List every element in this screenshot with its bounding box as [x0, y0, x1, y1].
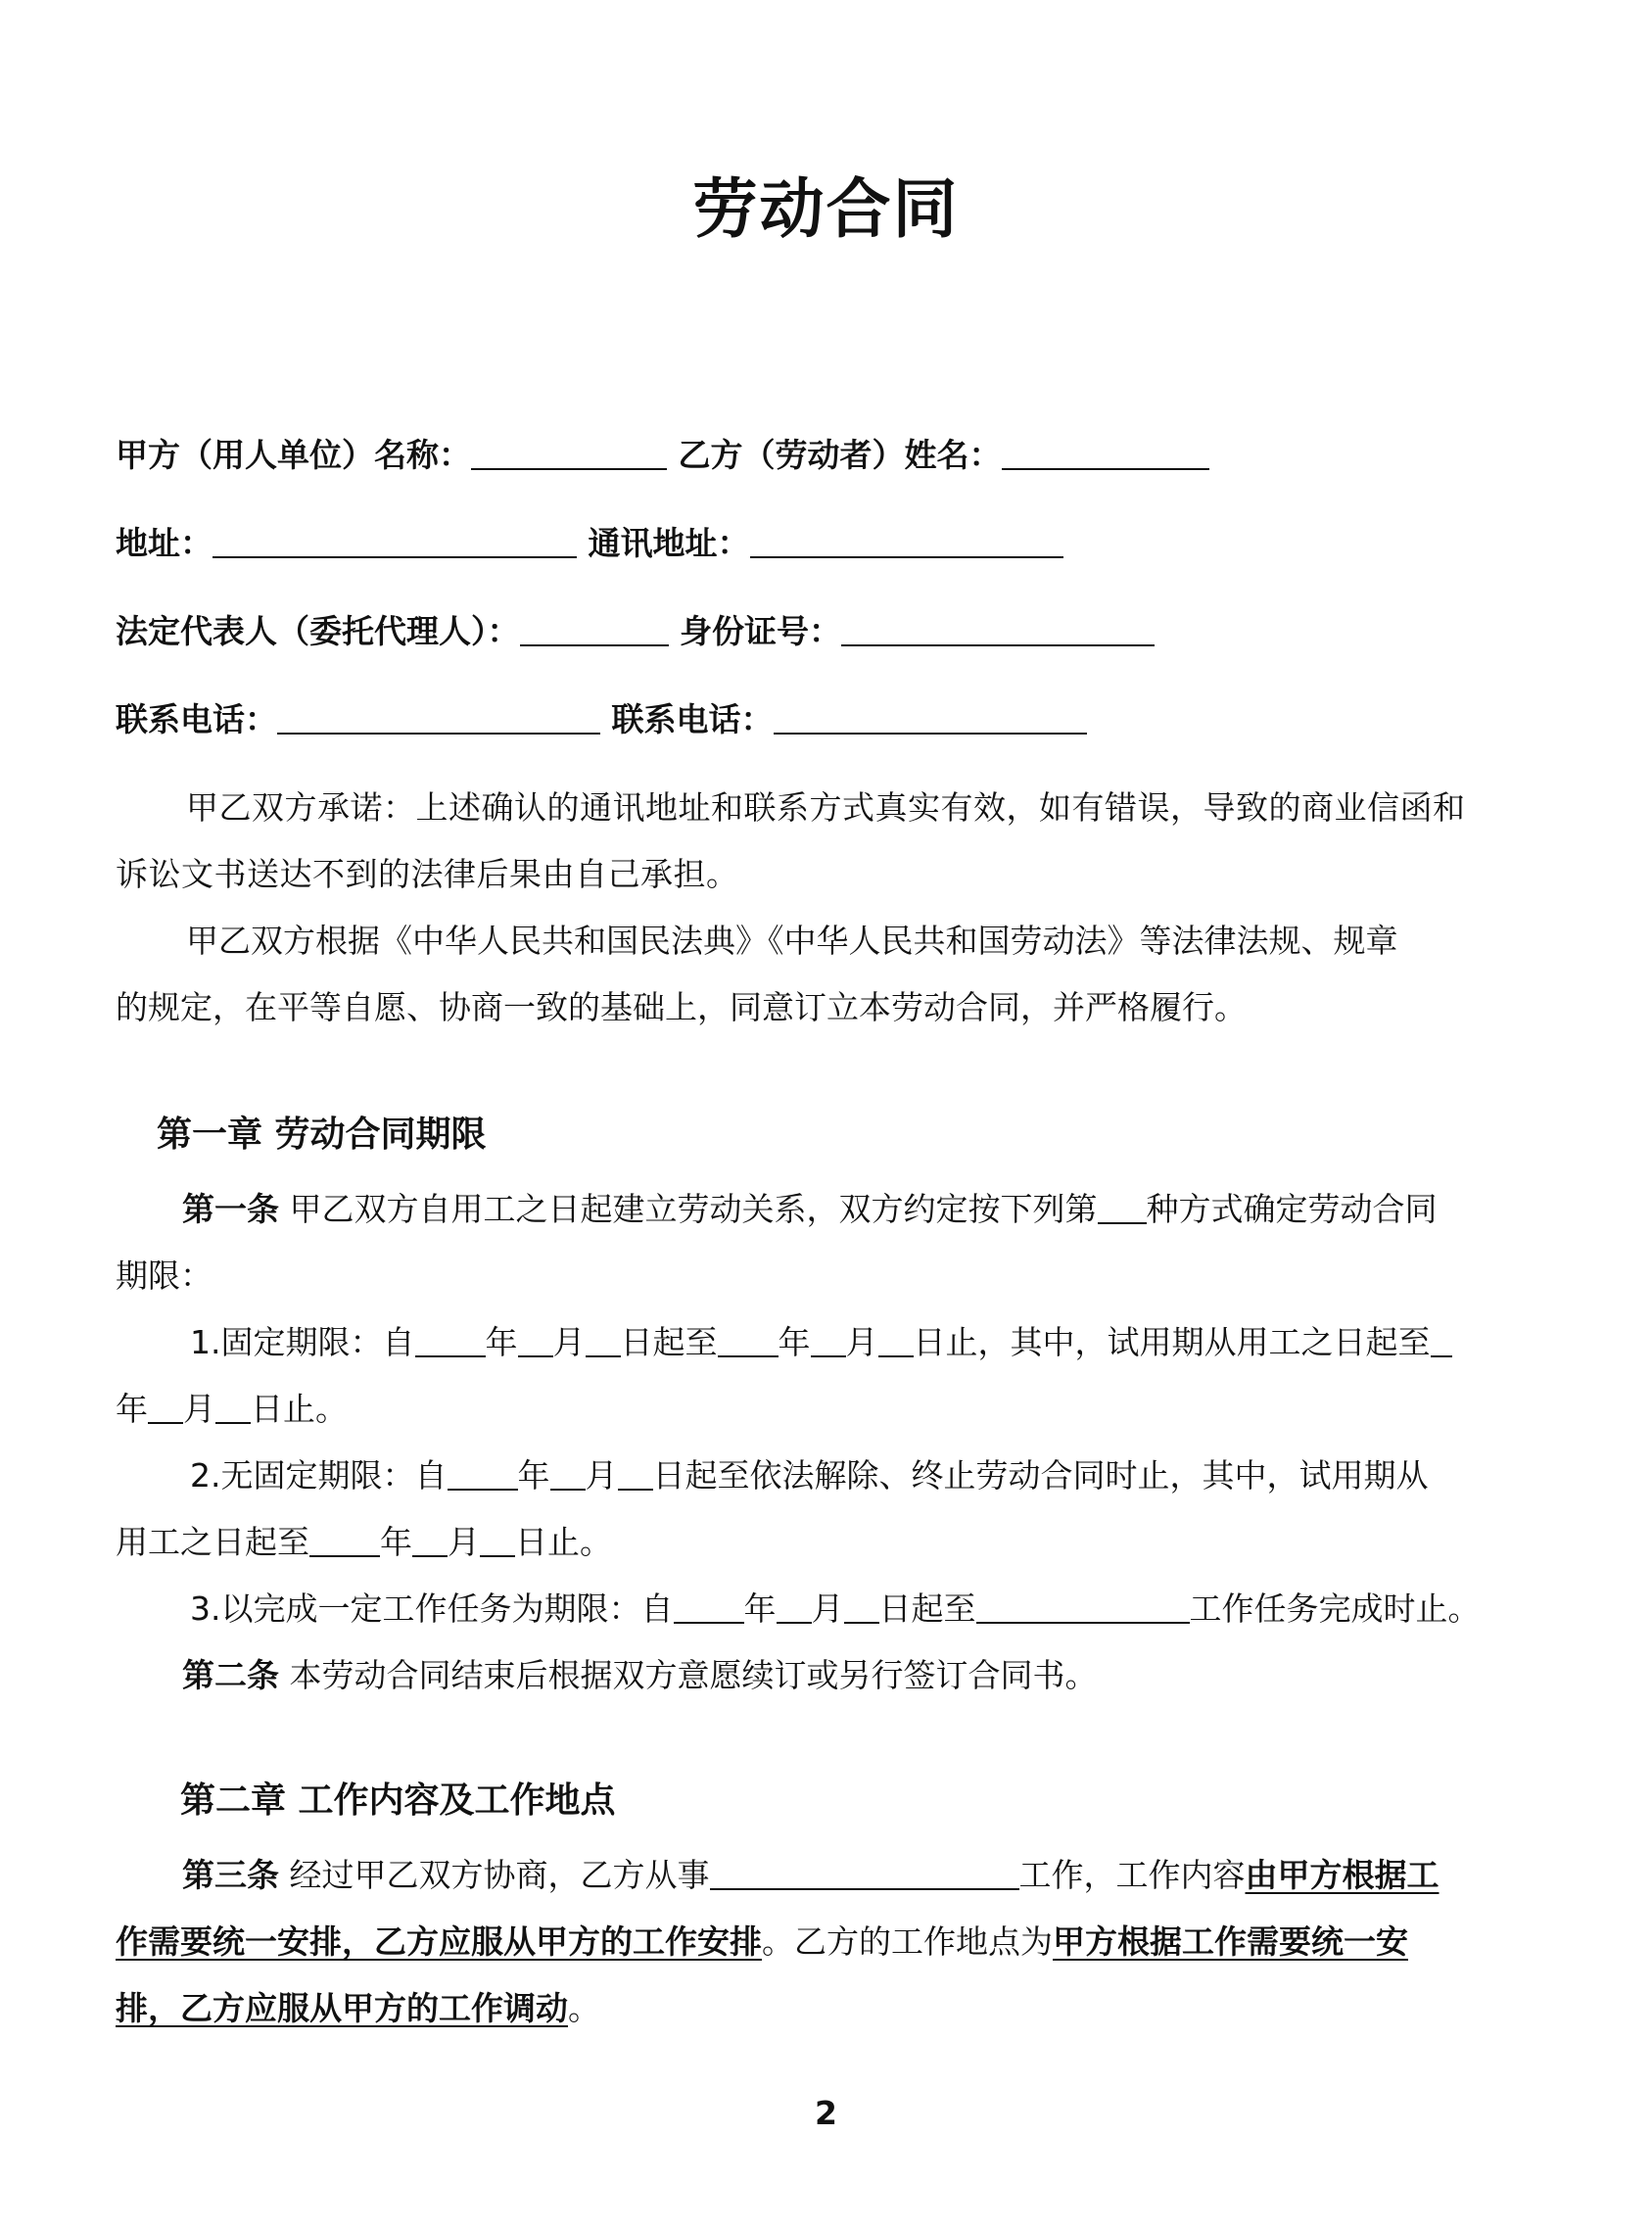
item-1-start-day-blank[interactable] — [586, 1326, 621, 1357]
item-1-start-month-blank[interactable] — [518, 1326, 553, 1357]
id-number-blank[interactable] — [841, 615, 1155, 646]
item-1-end-month-blank[interactable] — [811, 1326, 846, 1357]
job-title-blank[interactable] — [710, 1859, 1019, 1890]
year-text: 年 — [380, 1523, 412, 1561]
article-2-label: 第二条 — [182, 1656, 279, 1694]
item-3-text-end: 工作任务完成时止。 — [1189, 1589, 1481, 1628]
year-text: 年 — [743, 1589, 777, 1628]
mailing-address-label: 通讯地址： — [588, 524, 750, 562]
year-text: 年 — [778, 1323, 811, 1361]
month-text: 月 — [585, 1456, 618, 1495]
item-2-start-day-blank[interactable] — [618, 1459, 653, 1491]
day-text: 日起至 — [620, 1323, 718, 1361]
day-text: 日止。 — [251, 1390, 348, 1428]
article-2-line — [116, 1653, 1612, 1698]
item-2-start-month-blank[interactable] — [550, 1459, 586, 1491]
item-1-start-year-blank[interactable] — [415, 1326, 486, 1357]
party-a-name-label: 甲方（用人单位）名称： — [116, 436, 471, 474]
article-1-text: 甲乙双方自用工之日起建立劳动关系，双方约定按下列第 — [279, 1190, 1098, 1228]
address-row — [116, 521, 1545, 566]
basis-line-1: 甲乙双方根据《中华人民共和国民法典》《中华人民共和国劳动法》等法律法规、规章 — [186, 922, 1398, 960]
item-1-line-2 — [116, 1387, 1545, 1432]
legal-rep-label: 法定代表人（委托代理人）： — [116, 612, 520, 650]
day-text: 日止。 — [515, 1523, 612, 1561]
commitment-line-2: 诉讼文书送达不到的法律后果由自己承担。 — [116, 855, 739, 893]
article-1-text-cont: 种方式确定劳动合同 — [1146, 1190, 1438, 1228]
item-1-text: 1.固定期限：自 — [190, 1323, 415, 1361]
article-3-end-punct: 。 — [568, 1989, 600, 2027]
item-2-text-cont: 日起至依法解除、终止劳动合同时止，其中，试用期从 — [652, 1456, 1429, 1495]
year-text: 年 — [517, 1456, 550, 1495]
item-2-probation-year-blank[interactable] — [309, 1526, 380, 1557]
article-3-text-cont: 工作，工作内容 — [1018, 1856, 1246, 1894]
item-1-probation-month-blank[interactable] — [148, 1393, 183, 1424]
document-title: 劳动合同 — [692, 171, 960, 247]
chapter-2-heading: 第二章 工作内容及工作地点 — [180, 1780, 616, 1821]
article-1-label: 第一条 — [182, 1190, 279, 1228]
item-1-end-year-blank[interactable] — [718, 1326, 779, 1357]
phone-a-blank[interactable] — [277, 703, 600, 735]
item-3-text-cont: 日起至 — [878, 1589, 976, 1628]
article-3-line-2 — [116, 1920, 1545, 1965]
item-2-text: 2.无固定期限：自 — [190, 1456, 448, 1495]
party-a-name-blank[interactable] — [471, 439, 667, 470]
item-2-probation-month-blank[interactable] — [412, 1526, 448, 1557]
item-3-start-day-blank[interactable] — [844, 1592, 879, 1624]
month-text: 月 — [552, 1323, 586, 1361]
id-number-label: 身份证号： — [680, 612, 841, 650]
item-3-start-year-blank[interactable] — [674, 1592, 744, 1624]
page-number: 2 — [815, 2094, 837, 2132]
work-content-underlined-cont: 作需要统一安排，乙方应服从甲方的工作安排 — [116, 1922, 762, 1961]
mailing-address-blank[interactable] — [750, 527, 1063, 558]
article-3-label: 第三条 — [182, 1856, 279, 1894]
year-text: 年 — [485, 1323, 518, 1361]
item-2-line-2 — [116, 1520, 1545, 1565]
item-2-probation-day-blank[interactable] — [480, 1526, 515, 1557]
work-content-underlined: 由甲方根据工 — [1245, 1856, 1440, 1894]
month-text: 月 — [811, 1589, 844, 1628]
work-location-underlined-cont: 排，乙方应服从甲方的工作调动 — [116, 1989, 568, 2027]
address-blank[interactable] — [212, 527, 577, 558]
item-1-probation-year-blank[interactable] — [1431, 1326, 1452, 1357]
phone-label-a: 联系电话： — [116, 700, 277, 738]
item-2-start-year-blank[interactable] — [448, 1459, 518, 1491]
phone-label-b: 联系电话： — [611, 700, 774, 738]
item-1-probation-text: 日止，其中，试用期从用工之日起至 — [913, 1323, 1431, 1361]
article-3-line-1 — [116, 1853, 1612, 1898]
item-1-probation-day-blank[interactable] — [215, 1393, 251, 1424]
work-location-text: 。乙方的工作地点为 — [762, 1922, 1053, 1961]
item-1-line-1 — [116, 1320, 1620, 1365]
article-3-text: 经过甲乙双方协商，乙方从事 — [279, 1856, 710, 1894]
phone-row — [116, 697, 1545, 742]
article-3-line-3 — [116, 1986, 1545, 2031]
item-3-line — [116, 1587, 1620, 1632]
phone-b-blank[interactable] — [774, 703, 1087, 735]
item-2-line-1 — [116, 1453, 1620, 1498]
legal-rep-row — [116, 609, 1545, 654]
article-1-line-1 — [116, 1187, 1612, 1232]
item-1-end-day-blank[interactable] — [878, 1326, 914, 1357]
work-location-underlined: 甲方根据工作需要统一安 — [1053, 1922, 1408, 1961]
year-text: 年 — [116, 1390, 148, 1428]
article-2-text: 本劳动合同结束后根据双方意愿续订或另行签订合同书。 — [279, 1656, 1098, 1694]
item-2-probation-text: 用工之日起至 — [116, 1523, 309, 1561]
month-text: 月 — [845, 1323, 878, 1361]
month-text: 月 — [448, 1523, 480, 1561]
month-text: 月 — [183, 1390, 215, 1428]
party-names-row — [116, 433, 1545, 478]
method-choice-blank[interactable] — [1098, 1193, 1147, 1224]
item-3-task-blank[interactable] — [976, 1592, 1190, 1624]
party-b-name-label: 乙方（劳动者）姓名： — [678, 436, 1002, 474]
address-label: 地址： — [116, 524, 212, 562]
chapter-1-heading: 第一章 劳动合同期限 — [157, 1115, 487, 1155]
commitment-line-1: 甲乙双方承诺：上述确认的通讯地址和联系方式真实有效，如有错误，导致的商业信函和 — [186, 788, 1466, 827]
party-b-name-blank[interactable] — [1002, 439, 1209, 470]
item-3-start-month-blank[interactable] — [777, 1592, 812, 1624]
item-3-text: 3.以完成一定工作任务为期限：自 — [190, 1589, 674, 1628]
basis-line-2: 的规定，在平等自愿、协商一致的基础上，同意订立本劳动合同，并严格履行。 — [116, 988, 1247, 1026]
legal-rep-blank[interactable] — [520, 615, 669, 646]
article-1-line-2: 期限： — [116, 1257, 212, 1295]
